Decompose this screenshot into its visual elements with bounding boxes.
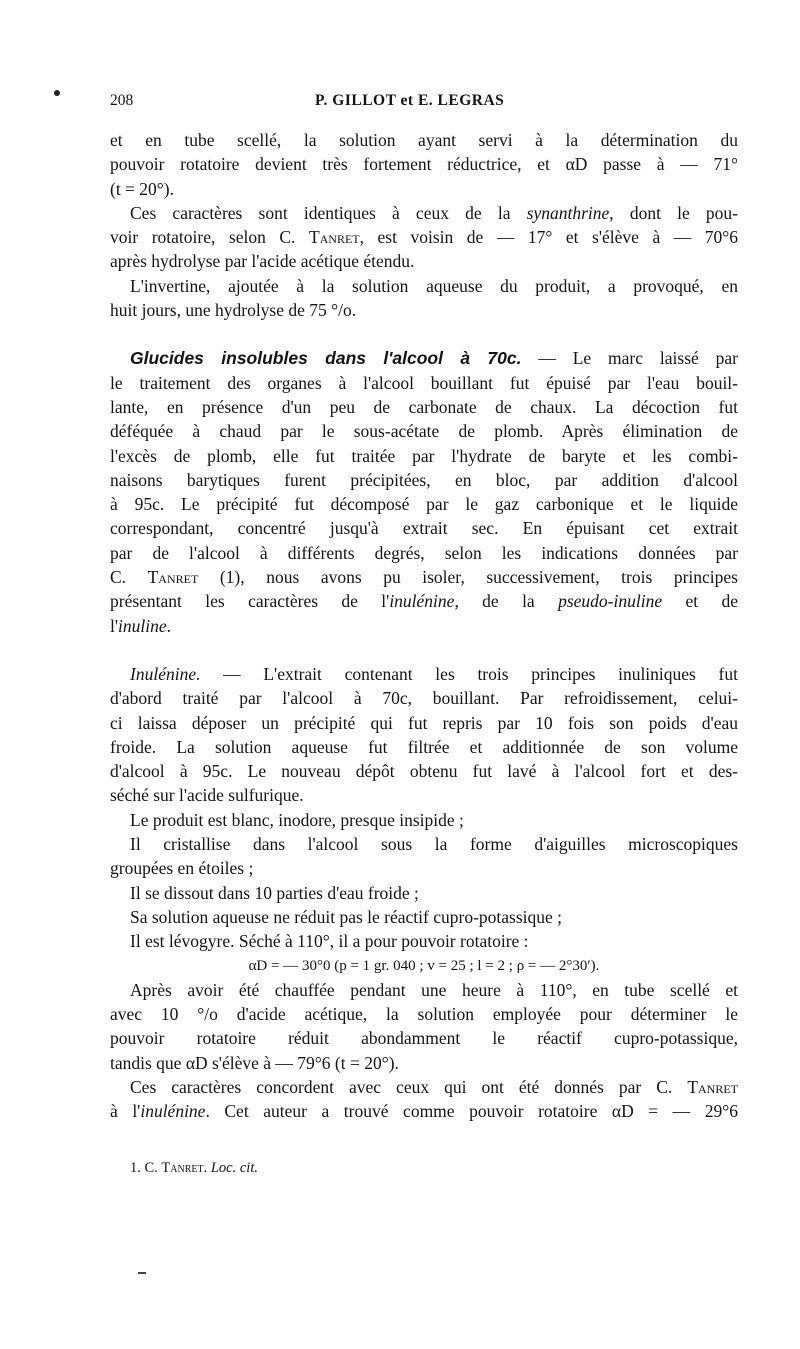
- text-line: huit jours, une hydrolyse de 75 °/o.: [110, 300, 357, 321]
- running-header: [110, 92, 738, 116]
- text-line: présentant les caractères de l'inulénine, de la pseudo-inuline et de: [110, 591, 738, 612]
- text-line: d'alcool à 95c. Le nouveau dépôt obtenu fut lavé à l'alcool fort et des-: [110, 761, 738, 782]
- formula: αD = — 30°0 (p = 1 gr. 040 ; v = 25 ; l = 2 ; ρ = — 2°30′).: [248, 957, 600, 974]
- text-line: tandis que αD s'élève à — 79°6 (t = 20°).: [110, 1052, 399, 1073]
- text-line: froide. La solution aqueuse fut filtrée et additionnée de son volume: [110, 736, 738, 757]
- text-line: Ces caractères concordent avec ceux qui ont été donnés par C. Tanret: [130, 1076, 738, 1097]
- text-line: Ces caractères sont identiques à ceux de la synanthrine, dont le pou-: [130, 202, 738, 223]
- text-line: L'invertine, ajoutée à la solution aqueuse du produit, a provoqué, en: [130, 275, 738, 296]
- text-line: pouvoir rotatoire devient très fortement réductrice, et αD passe à — 71°: [110, 154, 738, 175]
- property-line: Le produit est blanc, inodore, presque insipide ;: [130, 809, 464, 830]
- property-line: Il cristallise dans l'alcool sous la forme d'aiguilles microscopiques: [130, 834, 738, 855]
- text-line: avec 10 °/o d'acide acétique, la solution employée pour déterminer le: [110, 1004, 738, 1025]
- ink-dot: [54, 90, 60, 96]
- property-line: Il se dissout dans 10 parties d'eau froide ;: [130, 882, 419, 903]
- text-line: par de l'alcool à différents degrés, selon les indications données par: [110, 542, 738, 563]
- text-line: ci laissa déposer un précipité qui fut repris par 10 fois son poids d'eau: [110, 712, 738, 733]
- property-line: groupées en étoiles ;: [110, 858, 254, 879]
- property-line: Il est lévogyre. Séché à 110°, il a pour pouvoir rotatoire :: [130, 931, 529, 952]
- section-heading-glucides: Glucides insolubles dans l'alcool à 70c.: [130, 348, 522, 369]
- text-line: après hydrolyse par l'acide acétique étendu.: [110, 251, 415, 272]
- text-line: naisons barytiques furent précipitées, en bloc, par addition d'alcool: [110, 469, 738, 490]
- text-line: (t = 20°).: [110, 178, 175, 199]
- page-body: [110, 128, 738, 1124]
- text-line: l'excès de plomb, elle fut traitée par l'hydrate de baryte et les combi-: [110, 445, 738, 466]
- text-line: et en tube scellé, la solution ayant servi à la détermination du: [110, 130, 738, 150]
- text-line: Après avoir été chauffée pendant une heure à 110°, en tube scellé et: [130, 979, 738, 1000]
- ink-speck: [138, 1272, 146, 1274]
- text-line: déféquée à chaud par le sous-acétate de plomb. Après élimination de: [110, 421, 738, 442]
- text-line: séché sur l'acide sulfurique.: [110, 785, 304, 806]
- text-line: lante, en présence d'un peu de carbonate de chaux. La décoction fut: [110, 396, 738, 417]
- text-line: correspondant, concentré jusqu'à extrait sec. En épuisant cet extrait: [110, 518, 738, 539]
- property-line: Sa solution aqueuse ne réduit pas le réactif cupro-potassique ;: [130, 906, 563, 927]
- text-line: pouvoir rotatoire réduit abondamment le réactif cupro-potassique,: [110, 1028, 738, 1049]
- text-line: voir rotatoire, selon C. Tanret, est voisin de — 17° et s'élève à — 70°6: [110, 227, 739, 248]
- text-line: C. Tanret (1), nous avons pu isoler, successivement, trois principes: [110, 567, 738, 588]
- footnote: 1. C. Tanret. Loc. cit.: [130, 1160, 258, 1176]
- text-line: à 95c. Le précipité fut décomposé par le gaz carbonique et le liquide: [110, 494, 738, 515]
- page-number: 208: [110, 92, 134, 109]
- section-heading-inulenine: Inulénine.: [130, 663, 201, 684]
- running-title: P. GILLOT et E. LEGRAS: [315, 92, 505, 109]
- text-line: le traitement des organes à l'alcool bouillant fut épuisé par l'eau bouil-: [110, 372, 738, 393]
- section-first-line: Inulénine. — L'extrait contenant les trois principes inuliniques fut: [130, 663, 738, 684]
- text-line: l'inuline.: [110, 615, 171, 636]
- text-line: d'abord traité par l'alcool à 70c, bouillant. Par refroidissement, celui-: [110, 688, 738, 709]
- text-line: à l'inulénine. Cet auteur a trouvé comme pouvoir rotatoire αD = — 29°6: [110, 1101, 738, 1122]
- section-first-line: Glucides insolubles dans l'alcool à 70c. — Le marc laissé par: [130, 348, 738, 369]
